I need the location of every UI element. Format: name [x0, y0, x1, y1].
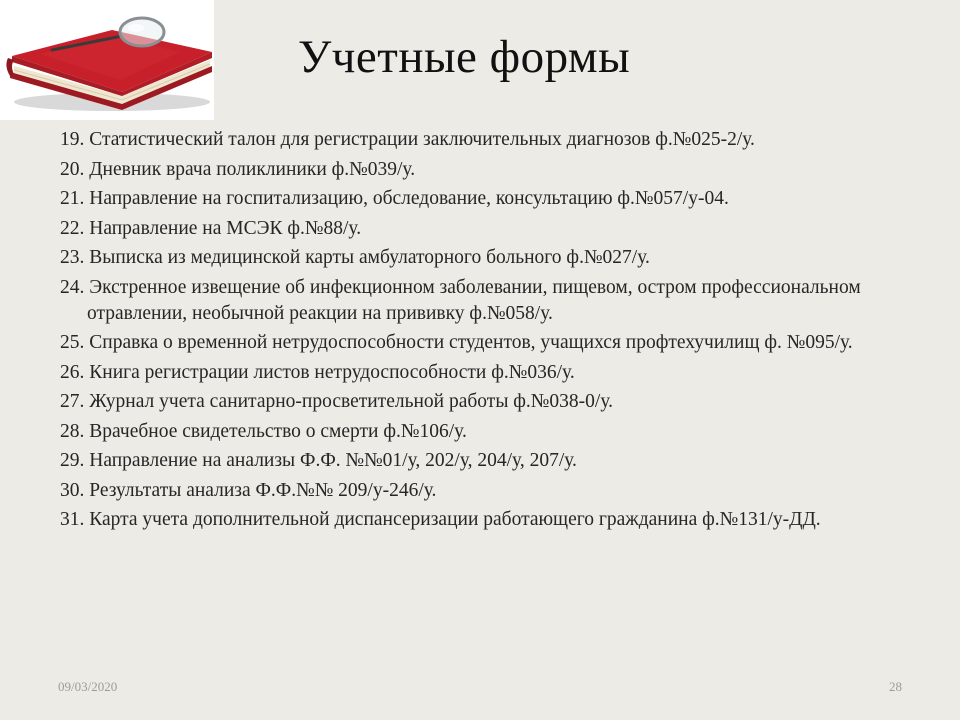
list-item: 20. Дневник врача поликлиники ф.№039/у. [60, 158, 416, 180]
list-item: 23. Выписка из медицинской карты амбулаторного больного ф.№027/у. [60, 247, 650, 268]
book-with-magnifier-icon [0, 0, 214, 120]
list-item: 25. Справка о временной нетрудоспособности студентов, учащихся профтехучилищ ф. №095/у. [60, 332, 853, 353]
list-item: 30. Результаты анализа Ф.Ф.№№ 209/у-246/у. [60, 479, 437, 501]
page-number: 28 [889, 679, 902, 694]
list-item: 27. Журнал учета санитарно-просветительной работы ф.№038-0/у. [60, 391, 613, 412]
footer-date: 09/03/2020 [58, 679, 118, 694]
list-item: 31. Карта учета дополнительной диспансеризации работающего гражданина ф.№131/у-ДД. [60, 509, 821, 530]
list-item: 26. Книга регистрации листов нетрудоспособности ф.№036/у. [60, 361, 575, 383]
list-item: 24. Экстренное извещение об инфекционном заболевании, пищевом, остром профессиональном отравлении, необычной реакции на прививку ф.№058/у. [60, 276, 861, 324]
list-item: 22. Направление на МСЭК ф.№88/у. [60, 217, 362, 239]
list-item: 28. Врачебное свидетельство о смерти ф.№106/у. [60, 420, 467, 442]
forms-list [60, 127, 910, 537]
list-item: 29. Направление на анализы Ф.Ф. №№01/у, 202/у, 204/у, 207/у. [60, 450, 577, 471]
list-item: 21. Направление на госпитализацию, обследование, консультацию ф.№057/у-04. [60, 188, 729, 209]
list-item: 19. Статистический талон для регистрации заключительных диагнозов ф.№025-2/у. [60, 129, 755, 150]
slide-title: Учетные формы [298, 31, 631, 83]
